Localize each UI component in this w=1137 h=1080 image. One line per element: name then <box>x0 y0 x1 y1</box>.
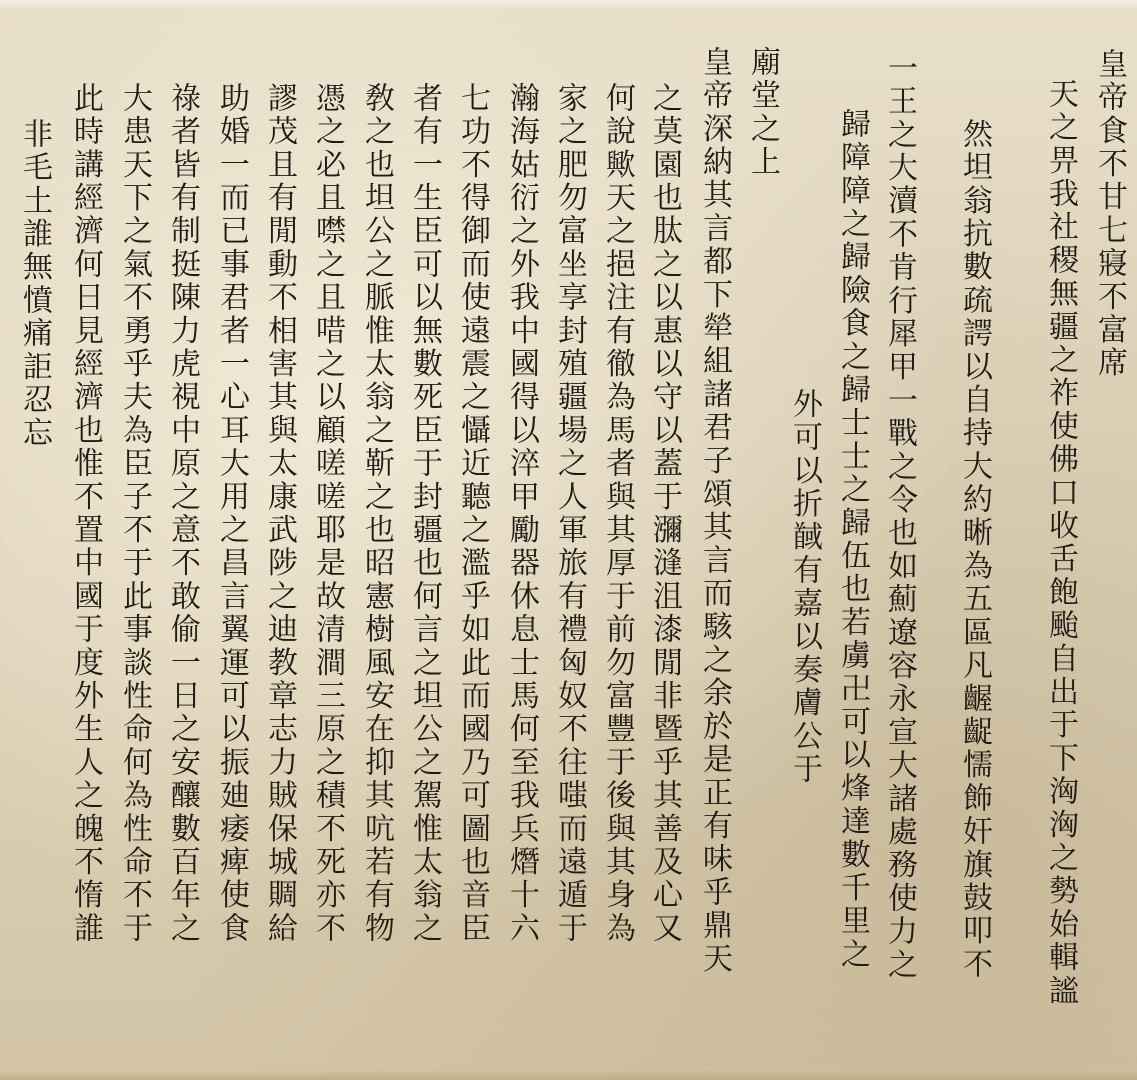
paper-top-edge <box>0 0 1137 8</box>
text-column-20: 大患天下之氣不勇乎夫為臣子不于此事談性命何為性命不于 <box>117 82 152 946</box>
text-column-5: 歸障障之歸險食之歸士士之歸伍也若虜卍可以烽達數千里之 <box>835 108 870 972</box>
text-column-10: 何說歟天之挹注有徹為馬者與其厚于前勿富豐于後與其身為 <box>600 82 635 946</box>
text-column-17: 謬茂且有閒動不相害其與太康武陟之迪教章志力賊保城賙給 <box>262 82 297 946</box>
text-column-14: 者有一生臣可以無數死臣于封疆也何言之坦公之駕惟太翁之 <box>407 82 442 946</box>
text-column-1: 皇帝食不甘七寢不富席 <box>1092 48 1127 380</box>
text-column-12: 瀚海姑衍之外我中國得以淬甲勵器休息士馬何至我兵熸十六 <box>504 82 539 946</box>
text-column-21: 此時講經濟何日見經濟也惟不置中國于度外生人之魄不惰誰 <box>68 82 103 946</box>
text-column-2: 天之畀我社稷無疆之祚使佛口收舌飽颱自出于下洶洶之勢始輯謐 <box>1043 78 1078 1008</box>
paper-bottom-edge <box>0 1070 1137 1080</box>
text-column-13: 七功不得御而使遠震之懾近聽之濫乎如此而國乃可圖也音臣 <box>455 82 490 946</box>
text-column-18: 助婚一而已事君者一心耳大用之昌言翼運可以振廸痿痺使食 <box>214 82 249 946</box>
text-column-7: 廟堂之上 <box>745 46 780 179</box>
text-column-19: 祿者皆有制挺陳力虎視中原之意不敢偷一日之安釀數百年之 <box>165 82 200 946</box>
text-column-22: 非毛土誰無憤痛詎忍忘 <box>17 118 52 450</box>
text-column-16: 憑之必且噤之且唶之以顧嗟嗟耶是故清澗三原之積不死亦不 <box>310 82 345 946</box>
text-column-15: 敎之也坦公之脈惟太翁之靳之也昭憲樹風安在抑其吭若有物 <box>359 82 394 946</box>
text-column-9: 之莫園也肽之以惠以守以蓋于瀰漨沮漆閒非暨乎其善及心又 <box>647 82 682 946</box>
text-column-4: 一王之大瀆不肯行犀甲一戰之令也如薊遼容永宣大諸處務使力之 <box>882 52 917 982</box>
text-column-8: 皇帝深納其言都下犖組諸君子頌其言而駭之余於是正有味乎鼎天 <box>697 46 732 976</box>
text-column-3: 然坦翁抗數疏諤以自持大約晰為五區凡齷齪懦飾奸旗鼓叩不 <box>957 118 992 982</box>
text-column-6: 外可以折馘有嘉以奏膚公于 <box>787 388 822 787</box>
text-column-11: 家之肥勿富坐享封殖疆場之人軍旅有禮匈奴不往嗤而遠遁于 <box>552 82 587 946</box>
cut-off-left-edge-strokes <box>0 88 2 248</box>
